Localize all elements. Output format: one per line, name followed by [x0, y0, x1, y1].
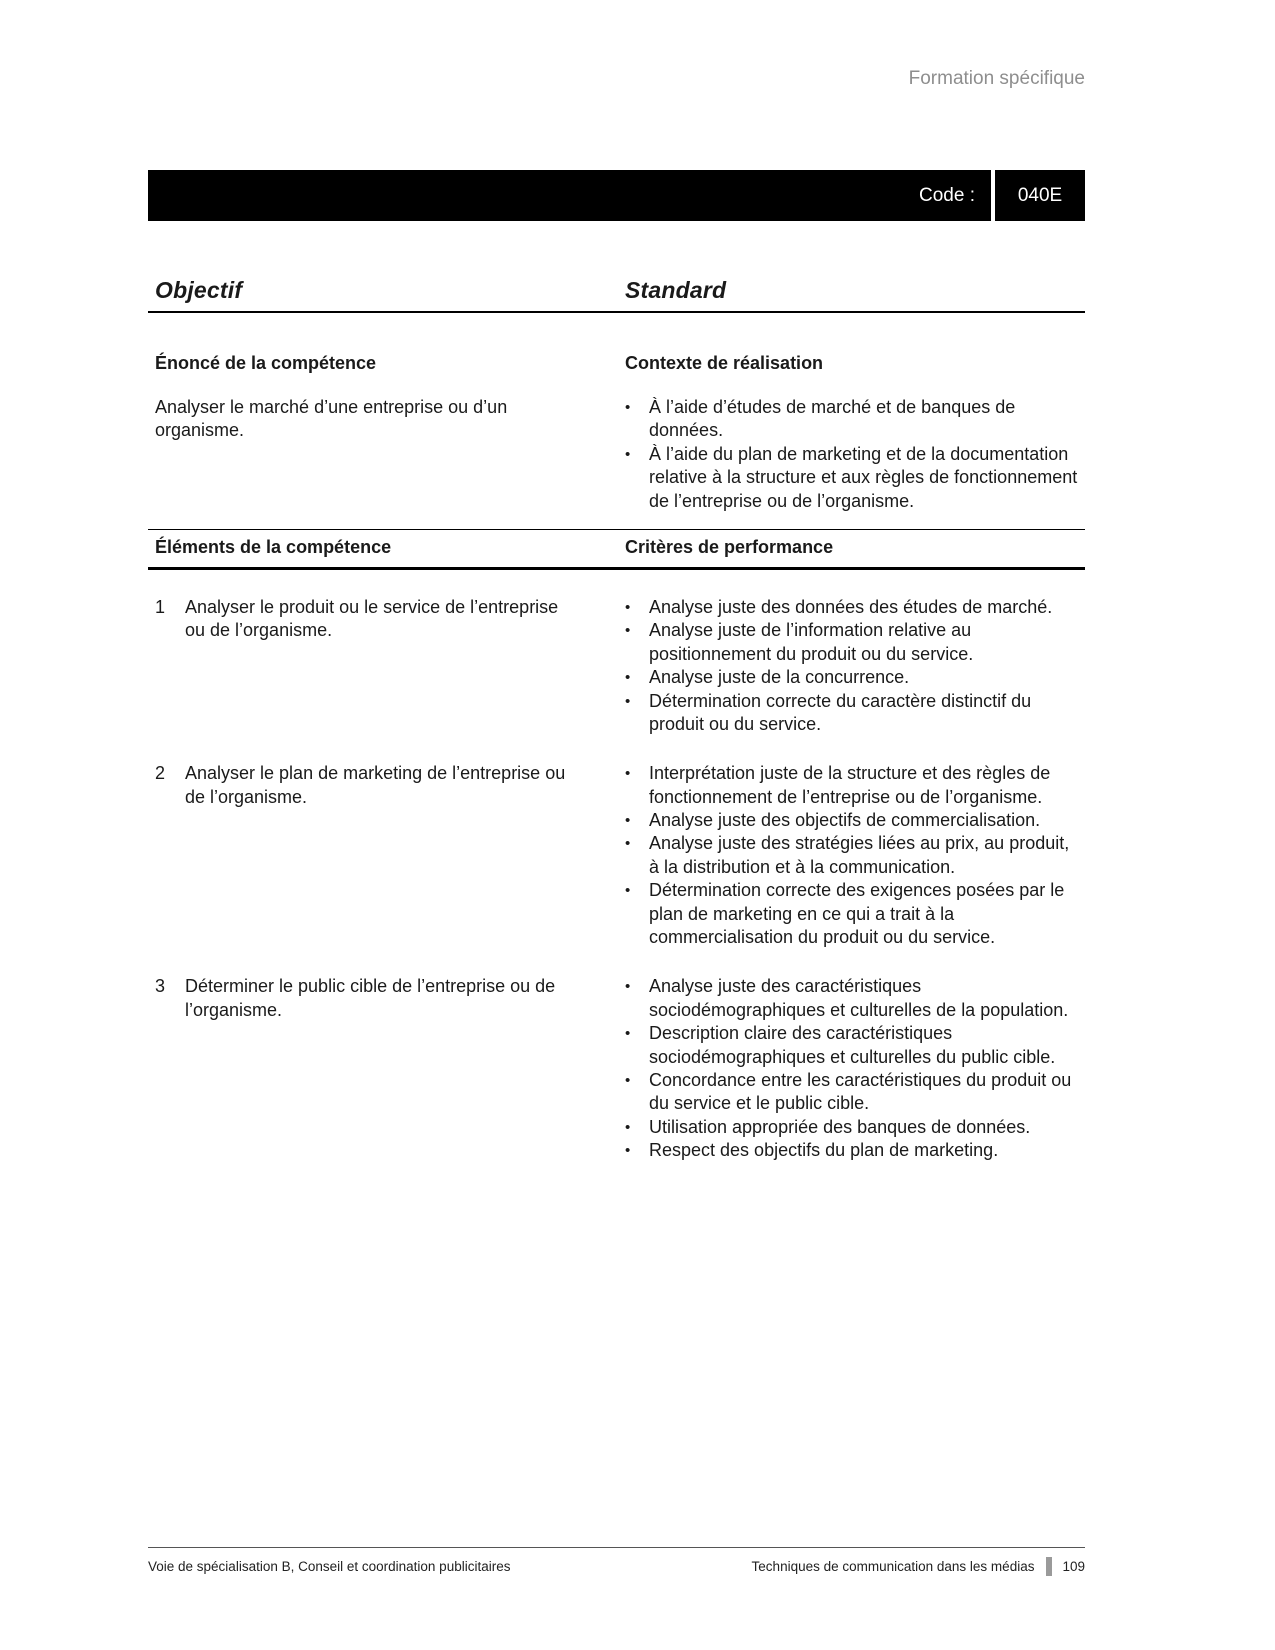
bullet-text: Analyse juste des stratégies liées au prix, au produit, à la distribution et à la communication.	[649, 833, 1070, 877]
bullet-text: Analyse juste des caractéristiques sociodémographiques et culturelles de la population.	[649, 976, 1069, 1020]
page-content	[148, 0, 1085, 1163]
bullet-text: À l’aide du plan de marketing et de la documentation relative à la structure et aux règles de fonctionnement de l’entreprise ou de l’organisme.	[649, 443, 1078, 511]
bullet-text: Analyse juste de l’information relative au positionnement du produit ou du service.	[649, 620, 974, 664]
item-text: Analyser le produit ou le service de l’entreprise ou de l’organisme.	[185, 596, 559, 641]
item-text: Analyser le plan de marketing de l’entreprise ou de l’organisme.	[185, 763, 566, 807]
list-item	[625, 832, 1083, 879]
bullet-text: Analyse juste des données des études de marché.	[649, 596, 1053, 617]
bullet-text: À l’aide d’études de marché et de banques de données.	[649, 397, 1016, 441]
bullet-text: Analyse juste de la concurrence.	[649, 667, 910, 688]
item-statement	[148, 975, 625, 1162]
bullet-text: Utilisation appropriée des banques de données.	[649, 1116, 1031, 1137]
running-header: Formation spécifique	[908, 68, 1085, 89]
contexte-bullet-list	[625, 396, 1083, 513]
list-item	[625, 1022, 1083, 1069]
enonce-column	[148, 353, 625, 513]
criteres-heading: Critères de performance	[625, 536, 834, 557]
page-footer	[148, 1547, 1085, 1576]
list-item	[625, 879, 1083, 949]
bullet-text: Concordance entre les caractéristiques du produit ou du service et le public cible.	[649, 1069, 1072, 1114]
bullet-text: Interprétation juste de la structure et des règles de fonctionnement de l’entreprise ou de l’organisme.	[649, 763, 1051, 807]
bullet-text: Détermination correcte des exigences posées par le plan de marketing en ce qui a trait à la commercialisation du produit ou du service.	[649, 880, 1065, 948]
bullet-text: Description claire des caractéristiques sociodémographiques et culturelles du public cible.	[649, 1023, 1056, 1067]
item-criteria-list	[625, 975, 1085, 1162]
elements-criteres-headings	[148, 529, 1085, 570]
code-label: Code :	[919, 184, 975, 206]
bullet-text: Analyse juste des objectifs de commercialisation.	[649, 810, 1041, 831]
list-item	[625, 666, 1083, 689]
list-item	[625, 1139, 1083, 1162]
list-item	[625, 762, 1083, 809]
code-bar	[148, 170, 1085, 221]
footer-separator-bar	[1046, 1557, 1052, 1576]
bullet-icon: •	[625, 692, 631, 710]
bullet-icon: •	[625, 669, 631, 687]
list-item	[625, 396, 1083, 443]
list-item	[625, 975, 1083, 1022]
bullet-icon: •	[625, 1142, 631, 1160]
elements-heading: Éléments de la compétence	[155, 536, 392, 557]
footer-left-text: Voie de spécialisation B, Conseil et coordination publicitaires	[148, 1559, 511, 1574]
list-item	[625, 809, 1083, 832]
item-criteria-list	[625, 596, 1085, 736]
enonce-text: Analyser le marché d’une entreprise ou d’un organisme.	[155, 397, 508, 441]
bullet-icon: •	[625, 765, 631, 783]
bullet-icon: •	[625, 1025, 631, 1043]
code-value: 040E	[1017, 184, 1063, 206]
enonce-title: Énoncé de la compétence	[155, 353, 377, 373]
bullet-icon: •	[625, 978, 631, 996]
list-item	[625, 443, 1083, 513]
item-number: 1	[155, 596, 166, 617]
list-item	[625, 1116, 1083, 1139]
contexte-column	[625, 353, 1085, 513]
item-text: Déterminer le public cible de l’entreprise ou de l’organisme.	[185, 976, 556, 1020]
footer-right-text: Techniques de communication dans les médias	[751, 1559, 1035, 1574]
bullet-icon: •	[625, 445, 631, 463]
bullet-icon: •	[625, 399, 631, 416]
competence-item-3	[148, 975, 1085, 1162]
enonce-contexte-section	[148, 353, 1085, 513]
bullet-icon: •	[625, 835, 631, 853]
list-item	[625, 596, 1083, 619]
item-number: 3	[155, 976, 166, 997]
column-headings	[148, 277, 1085, 313]
item-number: 2	[155, 763, 166, 784]
bullet-icon: •	[625, 882, 631, 900]
competence-item-2	[148, 762, 1085, 949]
competence-item-1	[148, 596, 1085, 736]
bullet-icon: •	[625, 622, 631, 640]
bullet-icon: •	[625, 812, 631, 830]
standard-heading: Standard	[625, 277, 727, 303]
page-number: 109	[1062, 1559, 1085, 1574]
objectif-heading: Objectif	[155, 277, 243, 303]
bullet-icon: •	[625, 1118, 631, 1136]
list-item	[625, 690, 1083, 737]
contexte-title: Contexte de réalisation	[625, 353, 824, 373]
bullet-icon: •	[625, 1071, 631, 1089]
bullet-icon: •	[625, 598, 631, 616]
item-criteria-list	[625, 762, 1085, 949]
bullet-text: Respect des objectifs du plan de marketing.	[649, 1140, 999, 1161]
item-statement	[148, 762, 625, 949]
list-item	[625, 619, 1083, 666]
list-item	[625, 1069, 1083, 1116]
bullet-text: Détermination correcte du caractère distinctif du produit ou du service.	[649, 690, 1032, 734]
item-statement	[148, 596, 625, 736]
footer-right-group	[752, 1557, 1085, 1576]
